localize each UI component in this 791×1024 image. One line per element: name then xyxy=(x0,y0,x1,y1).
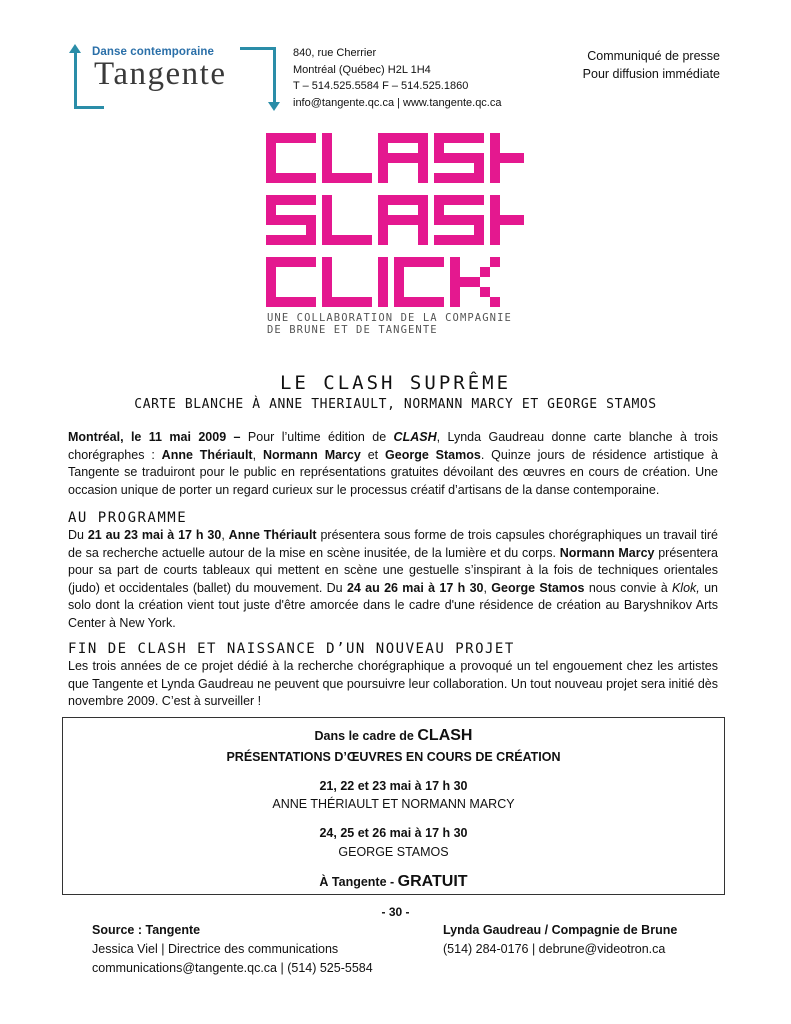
arrow-up-icon xyxy=(69,44,81,53)
artist-name: Normann Marcy xyxy=(559,545,655,560)
logo-tagline: Danse contemporaine xyxy=(92,46,215,58)
source-contact-line: communications@tangente.qc.ca | (514) 525-5584 xyxy=(92,961,373,975)
press-release-notice xyxy=(540,47,720,83)
box-lead: Dans le cadre de xyxy=(314,729,418,743)
box-clash: CLASH xyxy=(417,727,473,744)
text-run: présentera pour sa part de courts tableaux qui mettent en scène une gestuelle s’inspirant à la fois de techniques orientales (judo) et occidentales (ballet) du mouvement. Du xyxy=(68,545,718,595)
footer-source xyxy=(92,921,373,978)
artist-name: George Stamos xyxy=(491,580,585,595)
box-heading xyxy=(63,727,724,745)
box-artists-1: ANNE THÉRIAULT ET NORMANN MARCY xyxy=(272,797,515,811)
box-presentations: PRÉSENTATIONS D’ŒUVRES EN COURS DE CRÉATION xyxy=(226,750,561,764)
tangente-logo xyxy=(70,44,280,112)
company-label: Lynda Gaudreau / Compagnie de Brune xyxy=(443,923,678,937)
press-line: Communiqué de presse xyxy=(587,49,720,63)
text-run: Du xyxy=(68,528,88,542)
venue-label: À Tangente - xyxy=(319,875,398,889)
press-line: Pour diffusion immédiate xyxy=(582,67,720,81)
logo-wordmark: Tangente xyxy=(94,56,227,92)
address-block xyxy=(293,45,501,111)
section-heading-end-of-clash: FIN DE CLASH ET NAISSANCE D’UN NOUVEAU PROJET xyxy=(68,641,515,657)
company-contact-line: (514) 284-0176 | debrune@videotron.ca xyxy=(443,942,666,956)
text-run: , xyxy=(252,447,263,462)
address-line: 840, rue Cherrier xyxy=(293,47,377,59)
date-range: 21 au 23 mai à 17 h 30 xyxy=(87,528,222,542)
text-run: un solo dont la création vient tout juste d'être amorcée dans le cadre d'une résidence de création au Baryshnikov Arts Center à New York. xyxy=(68,580,718,630)
box-date-1: 21, 22 et 23 mai à 17 h 30 xyxy=(319,779,468,793)
clash-name: CLASH xyxy=(393,430,437,444)
page-title: LE CLASH SUPRÊME xyxy=(279,372,512,394)
event-info-box xyxy=(62,717,725,895)
free-label: GRATUIT xyxy=(397,873,468,890)
graphic-word xyxy=(266,195,524,245)
end-paragraph: Les trois années de ce projet dédié à la recherche chorégraphique a provoqué un tel engouement chez les artistes que Tangente et Lynda Gaudreau ne peuvent que poursuivre leur collaboration. Un tout nouveau projet sera initié dès novembre 2009. C’est à surveiller ! xyxy=(68,659,718,709)
clash-slash-click-graphic xyxy=(262,133,524,308)
text-run: nous convie à xyxy=(584,580,672,595)
box-artists-2: GEORGE STAMOS xyxy=(338,845,449,859)
text-run: , Lynda Gaudreau donne carte blanche à trois chorégraphes : xyxy=(68,430,718,462)
text-run: présentera sous forme de trois capsules chorégraphiques un travail tiré de sa recherche actuelle autour de la mise en scène inusitée, de la lumière et du corps. xyxy=(68,528,719,560)
text-run: , xyxy=(483,580,492,595)
graphic-word xyxy=(266,257,500,307)
artist-name: Normann Marcy xyxy=(262,447,361,462)
text-run: et xyxy=(360,447,386,462)
collab-line: DE BRUNE ET DE TANGENTE xyxy=(267,324,438,336)
collaboration-caption xyxy=(267,312,512,336)
program-paragraph xyxy=(68,527,718,633)
dateline: Montréal, le 11 mai 2009 – xyxy=(68,430,241,444)
text-run: , xyxy=(221,528,229,542)
collab-line: UNE COLLABORATION DE LA COMPAGNIE xyxy=(267,312,512,324)
date-range: 24 au 26 mai à 17 h 30 xyxy=(346,580,484,595)
artist-name: Anne Thériault xyxy=(161,447,253,462)
work-title: Klok, xyxy=(671,580,700,595)
section-heading-program: AU PROGRAMME xyxy=(68,510,188,526)
footer-company xyxy=(443,921,677,959)
graphic-word xyxy=(266,133,524,183)
artist-name: Anne Thériault xyxy=(228,528,317,542)
page-number: - 30 - xyxy=(381,905,410,919)
page-subtitle: CARTE BLANCHE À ANNE THERIAULT, NORMANN MARCY ET GEORGE STAMOS xyxy=(134,397,657,412)
intro-paragraph xyxy=(68,429,718,499)
source-contact-line: Jessica Viel | Directrice des communications xyxy=(92,942,339,956)
text-run: Pour l’ultime édition de xyxy=(240,430,394,444)
arrow-down-icon xyxy=(268,102,280,111)
artist-name: George Stamos xyxy=(385,447,481,462)
box-venue xyxy=(63,873,724,891)
address-line: T – 514.525.5584 F – 514.525.1860 xyxy=(293,80,469,92)
address-line: Montréal (Québec) H2L 1H4 xyxy=(293,63,431,76)
text-run: . Quinze jours de résidence artistique à Tangente se traduiront pour le public en représentations gratuites dévoilant des œuvres en cours de création. Une occasion unique de porter un regard curieux sur le processus créatif d’artisans de la danse contemporaine. xyxy=(68,447,719,497)
box-date-2: 24, 25 et 26 mai à 17 h 30 xyxy=(319,826,468,840)
source-label: Source : Tangente xyxy=(92,923,201,937)
address-line: info@tangente.qc.ca | www.tangente.qc.ca xyxy=(293,96,502,109)
